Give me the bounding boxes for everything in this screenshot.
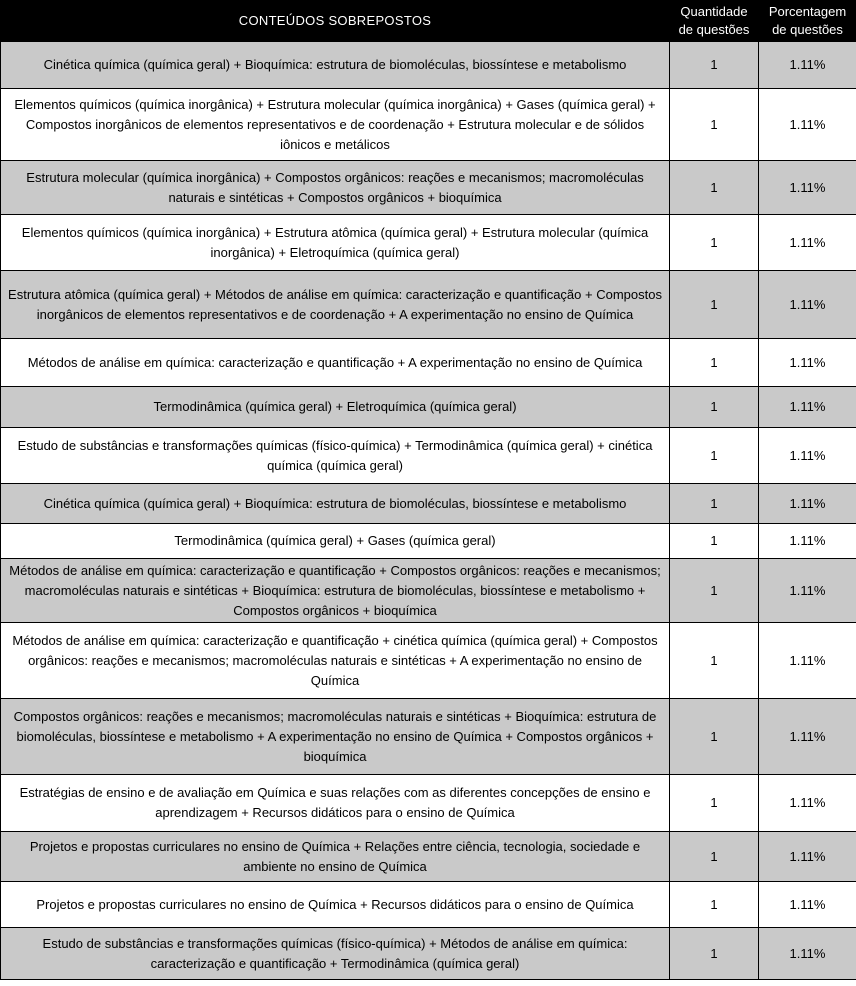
count-cell: 1	[670, 271, 759, 339]
table-row	[1, 775, 856, 832]
content-cell: Cinética química (química geral) + Bioquímica: estrutura de biomoléculas, biossíntese e metabolismo	[1, 484, 670, 524]
count-cell: 1	[670, 387, 759, 428]
table-row	[1, 89, 856, 161]
table-row	[1, 428, 856, 484]
percent-cell: 1.11%	[759, 832, 856, 882]
content-cell: Compostos orgânicos: reações e mecanismos; macromoléculas naturais e sintéticas + Bioquímica: estrutura de biomoléculas, biossíntese e metabolismo + A experimentação no ensino de Química + Compostos orgânicos + bioquímica	[1, 699, 670, 775]
table-row	[1, 387, 856, 428]
content-cell: Elementos químicos (química inorgânica) + Estrutura molecular (química inorgânica) + Gases (química geral) + Compostos inorgânicos de elementos representativos e de coordenação + Estrutura molecular e de sólidos iônicos e metálicos	[1, 89, 670, 161]
count-cell: 1	[670, 161, 759, 215]
percent-cell: 1.11%	[759, 89, 856, 161]
content-cell: Estratégias de ensino e de avaliação em Química e suas relações com as diferentes concepções de ensino e aprendizagem + Recursos didáticos para o ensino de Química	[1, 775, 670, 832]
percent-cell: 1.11%	[759, 428, 856, 484]
count-cell: 1	[670, 775, 759, 832]
content-cell: Termodinâmica (química geral) + Eletroquímica (química geral)	[1, 387, 670, 428]
content-cell: Estrutura molecular (química inorgânica) + Compostos orgânicos: reações e mecanismos; macromoléculas naturais e sintéticas + Compostos orgânicos + bioquímica	[1, 161, 670, 215]
percent-cell: 1.11%	[759, 623, 856, 699]
header-question-count: Quantidade de questões	[670, 1, 759, 42]
table-row	[1, 339, 856, 387]
count-cell: 1	[670, 339, 759, 387]
percent-cell: 1.11%	[759, 699, 856, 775]
table-row	[1, 699, 856, 775]
percent-cell: 1.11%	[759, 387, 856, 428]
content-cell: Métodos de análise em química: caracterização e quantificação + Compostos orgânicos: reações e mecanismos; macromoléculas naturais e sintéticas + Bioquímica: estrutura de biomoléculas, biossíntese e metabolismo + Compostos orgânicos + bioquímica	[1, 559, 670, 623]
content-cell: Estudo de substâncias e transformações químicas (físico-química) + Termodinâmica (química geral) + cinética química (química geral)	[1, 428, 670, 484]
percent-cell: 1.11%	[759, 775, 856, 832]
content-cell: Elementos químicos (química inorgânica) + Estrutura atômica (química geral) + Estrutura molecular (química inorgânica) + Eletroquímica (química geral)	[1, 215, 670, 271]
count-cell: 1	[670, 699, 759, 775]
percent-cell: 1.11%	[759, 882, 856, 928]
count-cell: 1	[670, 559, 759, 623]
content-cell: Métodos de análise em química: caracterização e quantificação + A experimentação no ensino de Química	[1, 339, 670, 387]
header-contents: CONTEÚDOS SOBREPOSTOS	[1, 1, 670, 42]
count-cell: 1	[670, 832, 759, 882]
table-row	[1, 559, 856, 623]
table-row	[1, 928, 856, 980]
percent-cell: 1.11%	[759, 484, 856, 524]
count-cell: 1	[670, 623, 759, 699]
table-row	[1, 484, 856, 524]
table-header-row	[1, 1, 856, 42]
count-cell: 1	[670, 42, 759, 89]
table-row	[1, 215, 856, 271]
content-cell: Estrutura atômica (química geral) + Métodos de análise em química: caracterização e quantificação + Compostos inorgânicos de elementos representativos e de coordenação + A experimentação no ensino de Química	[1, 271, 670, 339]
content-cell: Projetos e propostas curriculares no ensino de Química + Relações entre ciência, tecnologia, sociedade e ambiente no ensino de Química	[1, 832, 670, 882]
percent-cell: 1.11%	[759, 524, 856, 559]
percent-cell: 1.11%	[759, 215, 856, 271]
percent-cell: 1.11%	[759, 339, 856, 387]
count-cell: 1	[670, 882, 759, 928]
content-cell: Cinética química (química geral) + Bioquímica: estrutura de biomoléculas, biossíntese e metabolismo	[1, 42, 670, 89]
count-cell: 1	[670, 524, 759, 559]
percent-cell: 1.11%	[759, 42, 856, 89]
percent-cell: 1.11%	[759, 271, 856, 339]
percent-cell: 1.11%	[759, 161, 856, 215]
percent-cell: 1.11%	[759, 928, 856, 980]
table-row	[1, 882, 856, 928]
table-row	[1, 832, 856, 882]
content-cell: Estudo de substâncias e transformações químicas (físico-química) + Métodos de análise em química: caracterização e quantificação + Termodinâmica (química geral)	[1, 928, 670, 980]
content-cell: Métodos de análise em química: caracterização e quantificação + cinética química (química geral) + Compostos orgânicos: reações e mecanismos; macromoléculas naturais e sintéticas + A experimentação no ensino de Química	[1, 623, 670, 699]
count-cell: 1	[670, 428, 759, 484]
table-row	[1, 42, 856, 89]
count-cell: 1	[670, 928, 759, 980]
percent-cell: 1.11%	[759, 559, 856, 623]
header-question-percent: Porcentagem de questões	[759, 1, 856, 42]
count-cell: 1	[670, 89, 759, 161]
count-cell: 1	[670, 484, 759, 524]
table-row	[1, 271, 856, 339]
table-row	[1, 524, 856, 559]
count-cell: 1	[670, 215, 759, 271]
content-cell: Projetos e propostas curriculares no ensino de Química + Recursos didáticos para o ensino de Química	[1, 882, 670, 928]
table-row	[1, 623, 856, 699]
table-row	[1, 161, 856, 215]
content-cell: Termodinâmica (química geral) + Gases (química geral)	[1, 524, 670, 559]
